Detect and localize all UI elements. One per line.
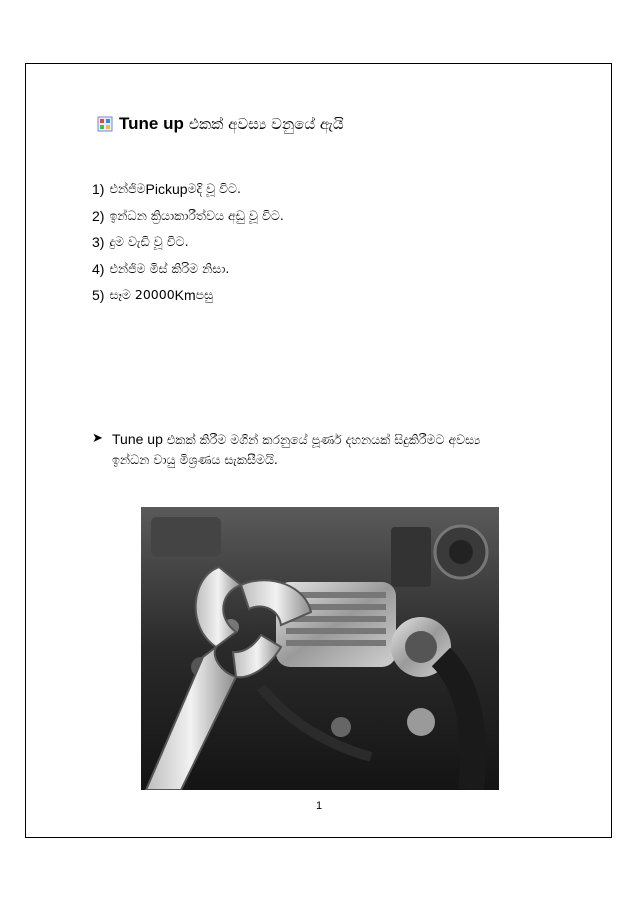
list-text: දුම වැඩි වූ විට. [109,234,189,250]
list-text: මදි වූ විට. [187,181,241,197]
list-text: එන්ජිම මිස් කිරිම නිසා. [109,260,230,276]
note-bullet [92,429,552,470]
list-text: ඉන්ධන ක්‍රියාකාරීත්වය අඩු වූ විට. [109,207,284,223]
note-line-2: ඉන්ධන වායු මිශ්‍රණය සැකසීමයි. [112,452,278,467]
note-latin: Tune up [112,431,163,447]
engine-wrench-photo [141,507,499,790]
list-number: 2) [92,207,105,224]
list-text: එන්ජිම [109,181,146,197]
heading-title-si: එකක් අවස්‍ය වනුයේ ඇයි [188,115,344,133]
list-item [92,203,284,230]
list-text: පසු [195,287,214,303]
page-number: 1 [315,800,323,812]
list-item [92,229,284,256]
reasons-list [92,176,284,309]
list-item [92,256,284,283]
list-number: 5) [92,287,105,304]
list-number: 1) [92,181,105,198]
flag-icon [97,116,113,132]
list-item [92,176,284,203]
note-text [112,429,480,470]
list-text: සෑම 20000 [109,287,175,303]
note-line-1: එකක් කිරීම මගින් කරනුයේ පූර්ණ දහනයක් සිදුකිරීමට අවස්‍ය [162,432,481,447]
list-number: 4) [92,260,105,277]
page-heading [97,114,344,134]
list-number: 3) [92,234,105,251]
list-text-latin: Pickup [145,181,188,198]
list-item [92,282,284,309]
arrow-bullet-icon: ➤ [92,431,103,446]
heading-title-en: Tune up [119,114,184,133]
list-text-latin: Km [174,287,196,304]
